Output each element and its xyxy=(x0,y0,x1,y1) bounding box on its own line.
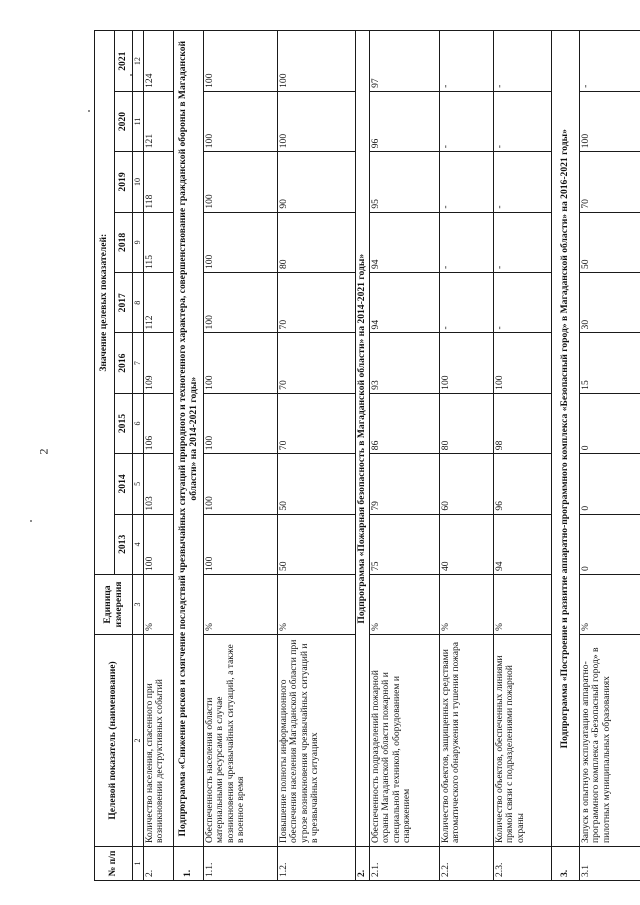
header-year: 2013 xyxy=(115,514,133,574)
header-name: Целевой показатель (наименование) xyxy=(95,635,133,847)
column-number: 12 xyxy=(133,31,144,91)
indicator-value: 70 xyxy=(278,273,356,333)
section-title: Подпрограмма «Снижение рисков и смягчение последствий чрезвычайных ситуаций природного и техногенного характера, совершенствование гражданской обороны в Магаданской области» на 2014-2021 годы» xyxy=(174,31,204,847)
header-num: № п/п xyxy=(95,847,133,881)
indicator-name: Количество населения, спасенного при возникновении деструктивных событий xyxy=(144,635,174,847)
column-number: 4 xyxy=(133,514,144,574)
rotated-table-container xyxy=(94,31,612,881)
indicator-value: 100 xyxy=(204,454,278,514)
header-values-group: Значение целевых показателей: xyxy=(95,31,115,575)
indicator-name: Запуск в опытную эксплуатацию аппаратно-программного комплекса «Безопасный город» в пилотных муниципальных образованиях xyxy=(580,635,640,847)
indicator-value: 100 xyxy=(204,333,278,393)
indicator-unit: % xyxy=(440,575,494,635)
indicator-value: 124 xyxy=(144,31,174,91)
indicator-number: 1.2. xyxy=(278,847,356,881)
indicator-row xyxy=(494,31,552,881)
indicator-number: 2. xyxy=(144,847,174,881)
section-header-row xyxy=(174,31,204,881)
section-title: Подпрограмма «Пожарная безопасность в Магаданской области» на 2014-2021 годы» xyxy=(356,31,370,847)
indicator-value: 40 xyxy=(440,514,494,574)
column-number: 11 xyxy=(133,91,144,151)
column-number: 2 xyxy=(133,635,144,847)
indicator-value: - xyxy=(580,31,640,91)
indicator-value: 50 xyxy=(580,212,640,272)
indicator-value: 0 xyxy=(580,514,640,574)
indicator-value: - xyxy=(440,212,494,272)
indicator-number: 1.1. xyxy=(204,847,278,881)
indicator-unit: % xyxy=(204,575,278,635)
indicator-value: 50 xyxy=(278,514,356,574)
indicator-value: 98 xyxy=(494,393,552,453)
indicator-value: - xyxy=(494,273,552,333)
indicator-value: 100 xyxy=(278,91,356,151)
indicator-unit: % xyxy=(370,575,440,635)
indicator-value: 70 xyxy=(278,333,356,393)
section-number: 3. xyxy=(552,847,580,881)
indicator-value: 50 xyxy=(278,454,356,514)
indicator-value: 95 xyxy=(370,152,440,212)
column-number: 3 xyxy=(133,575,144,635)
indicator-value: 100 xyxy=(494,333,552,393)
header-unit: Единица измерения xyxy=(95,575,133,635)
indicator-value: 121 xyxy=(144,91,174,151)
indicator-number: 3.1 xyxy=(580,847,640,881)
indicator-value: 96 xyxy=(494,454,552,514)
indicator-value: 94 xyxy=(370,212,440,272)
scan-speck xyxy=(88,110,90,112)
indicator-value: 60 xyxy=(440,454,494,514)
indicator-row xyxy=(278,31,356,881)
section-number: 1. xyxy=(174,847,204,881)
indicator-unit: % xyxy=(144,575,174,635)
indicator-row xyxy=(440,31,494,881)
indicator-row xyxy=(580,31,640,881)
indicator-value: 86 xyxy=(370,393,440,453)
indicator-row xyxy=(144,31,174,881)
indicator-value: 94 xyxy=(494,514,552,574)
indicator-number: 2.3. xyxy=(494,847,552,881)
indicator-unit: % xyxy=(278,575,356,635)
indicator-name: Количество объектов, защищенных средствами автоматического обнаружения и тушения пожара xyxy=(440,635,494,847)
indicator-value: 100 xyxy=(440,333,494,393)
column-number: 9 xyxy=(133,212,144,272)
indicator-value: 100 xyxy=(204,31,278,91)
indicator-value: 80 xyxy=(278,212,356,272)
indicator-value: 100 xyxy=(204,212,278,272)
indicator-name: Количество объектов, обеспеченных линиями прямой связи с подразделениями пожарной охраны xyxy=(494,635,552,847)
indicator-value: 100 xyxy=(580,91,640,151)
section-header-row xyxy=(552,31,580,881)
column-number: 7 xyxy=(133,333,144,393)
header-year: 2015 xyxy=(115,393,133,453)
indicator-value: 118 xyxy=(144,152,174,212)
indicator-value: 103 xyxy=(144,454,174,514)
indicator-value: 100 xyxy=(204,514,278,574)
header-year: 2014 xyxy=(115,454,133,514)
indicator-value: 100 xyxy=(204,273,278,333)
indicator-value: 93 xyxy=(370,333,440,393)
indicator-value: 79 xyxy=(370,454,440,514)
section-number: 2. xyxy=(356,847,370,881)
indicator-value: 100 xyxy=(278,31,356,91)
indicator-unit: % xyxy=(494,575,552,635)
header-year: 2016 xyxy=(115,333,133,393)
indicator-value: - xyxy=(494,152,552,212)
header-year: 2020 xyxy=(115,91,133,151)
indicator-row xyxy=(370,31,440,881)
indicator-value: - xyxy=(494,31,552,91)
indicator-value: 100 xyxy=(204,393,278,453)
indicator-value: - xyxy=(440,31,494,91)
header-year: 2017 xyxy=(115,273,133,333)
indicator-value: 109 xyxy=(144,333,174,393)
indicator-value: 0 xyxy=(580,454,640,514)
indicator-value: 15 xyxy=(580,333,640,393)
indicator-value: 70 xyxy=(278,393,356,453)
indicator-value: 30 xyxy=(580,273,640,333)
indicator-value: 100 xyxy=(144,514,174,574)
column-number: 1 xyxy=(133,847,144,881)
column-number: 5 xyxy=(133,454,144,514)
indicator-value: 94 xyxy=(370,273,440,333)
indicator-name: Повышение полноты информационного обеспечения населения Магаданской области при угрозе возникновения чрезвычайных ситуаций и в чрезвычайных ситуациях xyxy=(278,635,356,847)
indicator-value: 90 xyxy=(278,152,356,212)
indicator-value: 106 xyxy=(144,393,174,453)
indicator-value: 96 xyxy=(370,91,440,151)
column-number-row xyxy=(133,31,144,881)
indicator-value: - xyxy=(440,91,494,151)
target-indicators-table xyxy=(94,30,640,881)
header-year: 2018 xyxy=(115,212,133,272)
indicator-value: 100 xyxy=(204,91,278,151)
indicator-value: 112 xyxy=(144,273,174,333)
indicator-value: 70 xyxy=(580,152,640,212)
indicator-name: Обеспеченность населения области материальными ресурсами в случае возникновения чрезвычайных ситуаций, а также в военное время xyxy=(204,635,278,847)
indicator-value: - xyxy=(440,273,494,333)
column-number: 6 xyxy=(133,393,144,453)
indicator-number: 2.1. xyxy=(370,847,440,881)
indicator-value: 75 xyxy=(370,514,440,574)
indicator-unit: % xyxy=(580,575,640,635)
section-title: Подпрограмма «Построение и развитие аппаратно-программного комплекса «Безопасный город» в Магаданской области» на 2016-2021 годы» xyxy=(552,31,580,847)
indicator-value: 80 xyxy=(440,393,494,453)
indicator-value: 100 xyxy=(204,152,278,212)
indicator-value: - xyxy=(440,152,494,212)
indicator-value: 97 xyxy=(370,31,440,91)
header-year: 2021 xyxy=(115,31,133,91)
indicator-value: 115 xyxy=(144,212,174,272)
column-number: 8 xyxy=(133,273,144,333)
page-number: 2 xyxy=(36,448,51,455)
indicator-name: Обеспеченность подразделений пожарной охраны Магаданской области пожарной и специальной техникой, оборудованием и снаряжением xyxy=(370,635,440,847)
header-year: 2019 xyxy=(115,152,133,212)
indicator-row xyxy=(204,31,278,881)
indicator-number: 2.2. xyxy=(440,847,494,881)
indicator-value: 0 xyxy=(580,393,640,453)
indicator-value: - xyxy=(494,212,552,272)
column-number: 10 xyxy=(133,152,144,212)
section-header-row xyxy=(356,31,370,881)
scan-speck xyxy=(30,520,32,522)
indicator-value: - xyxy=(494,91,552,151)
